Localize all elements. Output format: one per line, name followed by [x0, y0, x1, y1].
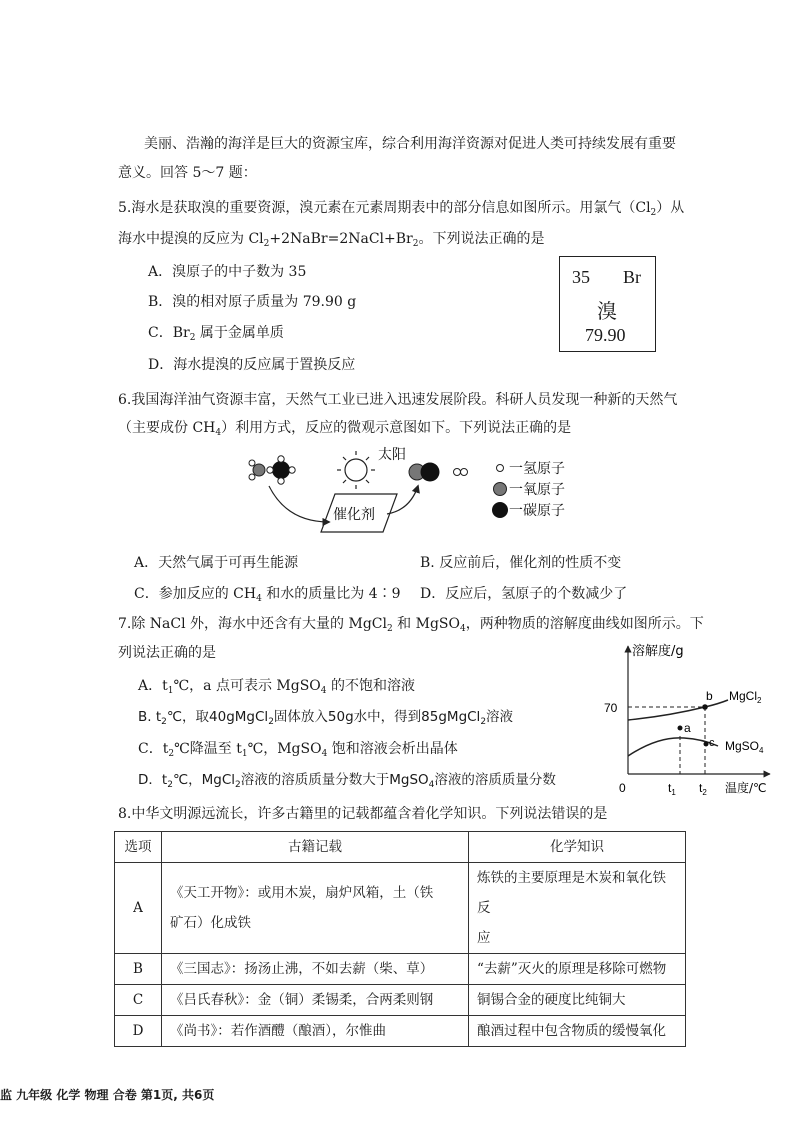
row-chemistry: 铜锡合金的硬度比纯铜大: [469, 985, 686, 1016]
reaction-diagram: [235, 442, 585, 547]
q5-stem-line-2: 海水中提溴的反应为 $Cl_2+2NaBr=2NaCl+Br_2$。下列说法正确的是: [118, 231, 545, 249]
q5-option-a: A．溴原子的中子数为 35: [148, 264, 307, 280]
legend-carbon: [492, 502, 565, 519]
table-row: [115, 863, 686, 954]
table-row: [115, 1016, 686, 1047]
svg-text:一碳原子: 一碳原子: [509, 503, 565, 519]
mgcl2-curve: [628, 700, 728, 720]
q5-option-b: B．溴的相对原子质量为 79.90 g: [148, 294, 357, 310]
water-molecule-icon: [249, 460, 265, 480]
point-b: [702, 704, 708, 710]
q6-stem-line-2: （主要成份 $CH_4$）利用方式，反应的微观示意图如下。下列说法正确的是: [118, 420, 572, 438]
q7-option-d: D．$t_2℃$，MgCl$_2$溶液的溶质质量分数大于MgSO$_4$溶液的溶质质量分数: [138, 772, 556, 790]
header-classics: 古籍记载: [162, 832, 469, 863]
q7-option-c: C．$t_2℃$降温至 $t_1℃$，MgSO$_4$ 饱和溶液会析出晶体: [138, 741, 458, 759]
point-a: [678, 726, 683, 731]
intro-line-2: 意义。回答 5～7 题：: [118, 165, 257, 181]
hydrogen-molecule-icon: [454, 469, 468, 476]
q7-stem-line-1: 7.除 NaCl 外，海水中还含有大量的 MgCl$_2$ 和 MgSO$_4$，两种物质的溶解度曲线如图所示。下: [118, 616, 704, 634]
q7-option-a: A．$t_1℃$，a 点可表示 MgSO$_4$ 的不饱和溶液: [138, 678, 415, 696]
co-molecule-icon: [409, 463, 440, 482]
row-option: A: [115, 863, 162, 954]
q6-option-d: D．反应后，氢原子的个数减少了: [420, 586, 628, 602]
row-option: C: [115, 985, 162, 1016]
row-classics: 《三国志》：扬汤止沸，不如去薪（柴、草）: [162, 954, 469, 985]
x-axis-label: 温度/℃: [725, 781, 767, 795]
row-chemistry: “去薪”灭火的原理是移除可燃物: [469, 954, 686, 985]
row-classics: 《吕氏春秋》：金（铜）柔锡柔，合两柔则钢: [162, 985, 469, 1016]
q7-option-b: B. $t_2℃$，取40gMgCl$_2$固体放入50g水中，得到85gMgCl$_2$溶液: [138, 709, 514, 727]
svg-text:一氧原子: 一氧原子: [509, 482, 565, 498]
header-chemistry: 化学知识: [469, 832, 686, 863]
header-option: 选项: [115, 832, 162, 863]
x-tick-t1: $t_1$: [668, 781, 676, 797]
point-c: [704, 742, 709, 747]
row-option: B: [115, 954, 162, 985]
q6-option-a: A．天然气属于可再生能源: [134, 555, 299, 571]
legend-hydrogen: [497, 461, 566, 477]
q5-stem-line-1: 5.海水是获取溴的重要资源，溴元素在元素周期表中的部分信息如图所示。用氯气$(Cl_2)$从: [118, 200, 685, 218]
classics-table: [114, 831, 686, 1047]
q7-stem-line-2: 列说法正确的是: [118, 645, 216, 661]
q5-option-d: D．海水提溴的反应属于置换反应: [148, 357, 356, 373]
q5-option-c: C．$Br_2$ 属于金属单质: [148, 325, 284, 343]
element-symbol: Br: [623, 267, 641, 287]
sun-label: 太阳: [378, 447, 406, 463]
solubility-graph: [598, 640, 788, 800]
q8-stem: 8.中华文明源远流长，许多古籍里的记载都蕴含着化学知识。下列说法错误的是: [118, 806, 608, 822]
point-b-label: b: [706, 689, 713, 703]
arrow-left-icon: [269, 486, 329, 522]
y-axis-label: 溶解度/g: [632, 644, 684, 659]
row-classics: 《尚书》：若作酒醴（酿酒），尔惟曲: [162, 1016, 469, 1047]
element-card-bromine: [559, 256, 656, 352]
page-footer: 监 九年级 化学 物理 合卷 第1页, 共6页: [0, 1088, 215, 1102]
table-row: [115, 985, 686, 1016]
atomic-mass: 79.90: [585, 325, 626, 345]
svg-text:一氢原子: 一氢原子: [509, 461, 565, 477]
origin-label: 0: [619, 781, 626, 795]
mgcl2-label: MgCl$_2$: [729, 689, 762, 705]
q6-option-c: C．参加反应的 $CH_4$ 和水的质量比为 4∶9: [134, 586, 401, 604]
legend-oxygen: [494, 482, 566, 498]
intro-line-1: 美丽、浩瀚的海洋是巨大的资源宝库，综合利用海洋资源对促进人类可持续发展有重要: [144, 136, 676, 152]
y-tick-70: 70: [604, 701, 618, 715]
row-option: D: [115, 1016, 162, 1047]
q6-option-b: B. 反应前后，催化剂的性质不变: [420, 555, 622, 571]
table-header-row: [115, 832, 686, 863]
row-chemistry: 酿酒过程中包含物质的缓慢氧化: [469, 1016, 686, 1047]
table-row: [115, 954, 686, 985]
atomic-number: 35: [572, 267, 590, 287]
point-a-label: a: [684, 721, 691, 735]
mgso4-label: MgSO$_4$: [725, 739, 764, 755]
methane-molecule-icon: [267, 456, 295, 484]
sun-icon: [337, 451, 375, 489]
row-classics: 《天工开物》：或用木炭，扇炉风箱，土（铁 矿石）化成铁: [162, 863, 469, 954]
row-chemistry: 炼铁的主要原理是木炭和氧化铁反 应: [469, 863, 686, 954]
catalyst-label: 催化剂: [333, 507, 375, 523]
x-tick-t2: $t_2$: [699, 781, 707, 797]
q6-stem-line-1: 6.我国海洋油气资源丰富，天然气工业已进入迅速发展阶段。科研人员发现一种新的天然气: [118, 392, 678, 408]
element-name: 溴: [597, 301, 617, 323]
mgso4-curve: [628, 738, 718, 756]
point-c-label: c: [709, 737, 715, 749]
